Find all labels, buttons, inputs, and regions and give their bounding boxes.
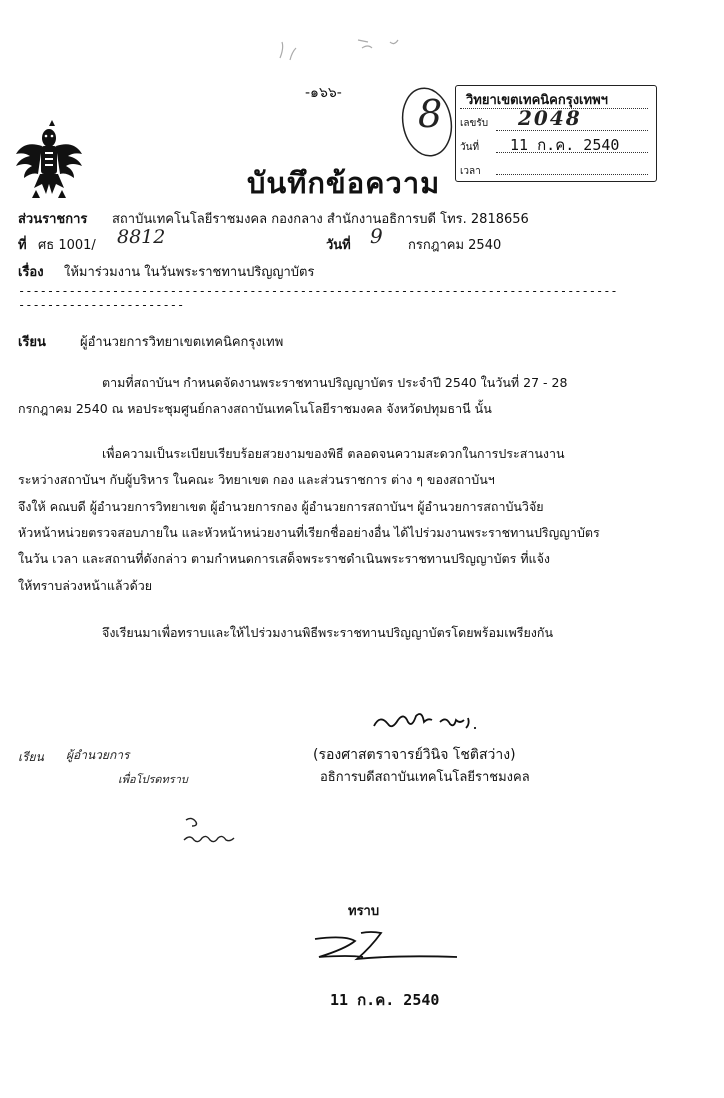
body-p2-line3: จึงให้ คณบดี ผู้อำนวยการวิทยาเขต ผู้อำนวยการกอง ผู้อำนวยการสถาบันฯ ผู้อำนวยการสถาบันวิจัย bbox=[18, 499, 544, 514]
stamp-receipt-no: 2048 bbox=[518, 106, 582, 130]
body-p2-line5: ในวัน เวลา และสถานที่ดังกล่าว ตามกำหนดการเสด็จพระราชดำเนินพระราชทานปริญญาบัตร ที่แจ้ง bbox=[18, 551, 551, 566]
signature bbox=[370, 708, 490, 738]
agency-text: สถาบันเทคโนโลยีราชมงคล กองกลาง สำนักงานอธิการบดี โทร. 2818656 bbox=[112, 212, 529, 227]
faint-marks bbox=[270, 28, 420, 78]
body-p1-line2: กรกฎาคม 2540 ณ หอประชุมศูนย์กลางสถาบันเทคโนโลยีราชมงคล จังหวัดปทุมธานี นั้น bbox=[18, 401, 492, 416]
body-p2-line1: เพื่อความเป็นระเบียบเรียบร้อยสวยงามของพิธี ตลอดจนความสะดวกในการประสานงาน bbox=[102, 446, 565, 461]
agency-label: ส่วนราชการ bbox=[18, 212, 88, 227]
body-p2-line2: ระหว่างสถาบันฯ กับผู้บริหาร ในคณะ วิทยาเขต กอง และส่วนราชการ ต่าง ๆ ของสถาบันฯ bbox=[18, 472, 495, 487]
body-p3: จึงเรียนมาเพื่อทราบและให้ไปร่วมงานพิธีพระราชทานปริญญาบัตรโดยพร้อมเพรียงกัน bbox=[102, 625, 554, 640]
ack-signature bbox=[305, 925, 465, 975]
page-number: -๑๖๖- bbox=[305, 85, 342, 101]
handwritten-circle-number: 8 bbox=[418, 92, 443, 136]
ref-text: ศธ 1001/ bbox=[38, 238, 96, 253]
note-initials bbox=[180, 812, 260, 852]
ack-date: 11 ก.ค. 2540 bbox=[330, 991, 440, 1009]
memo-title: บันทึกข้อความ bbox=[247, 166, 441, 200]
stamp-receipt-label: เลขรับ bbox=[460, 118, 489, 129]
ack-text: ทราบ bbox=[348, 904, 380, 919]
stamp-date-label: วันที่ bbox=[460, 142, 480, 153]
stamp-time-label: เวลา bbox=[460, 166, 481, 177]
date-day: 9 bbox=[370, 224, 383, 248]
ref-label: ที่ bbox=[18, 238, 27, 253]
body-p2-line4: หัวหน้าหน่วยตรวจสอบภายใน และหัวหน้าหน่วยงานที่เรียกชื่ออย่างอื่น ได้ไปร่วมงานพระราชทานปริญญาบัตร bbox=[18, 525, 600, 540]
garuda-emblem bbox=[14, 120, 84, 200]
signer-name: (รองศาสตราจารย์วินิจ โชติสว่าง) bbox=[313, 747, 516, 763]
note-label: เรียน bbox=[18, 750, 44, 764]
to-text: ผู้อำนวยการวิทยาเขตเทคนิคกรุงเทพ bbox=[80, 335, 284, 350]
ref-number: 8812 bbox=[117, 226, 166, 248]
date-rest: กรกฎาคม 2540 bbox=[408, 238, 502, 253]
body-p1-line1: ตามที่สถาบันฯ กำหนดจัดงานพระราชทานปริญญาบัตร ประจำปี 2540 ในวันที่ 27 - 28 bbox=[102, 375, 568, 390]
signer-position: อธิการบดีสถาบันเทคโนโลยีราชมงคล bbox=[320, 770, 530, 785]
receipt-stamp bbox=[455, 85, 657, 182]
separator-line: ---------------------------------------------------------------------------------------------------------- bbox=[18, 284, 618, 312]
note-line1: ผู้อำนวยการ bbox=[66, 748, 130, 762]
stamp-date: 11 ก.ค. 2540 bbox=[510, 136, 620, 154]
note-line2: เพื่อโปรดทราบ bbox=[118, 773, 188, 786]
subject-label: เรื่อง bbox=[18, 265, 44, 280]
date-label: วันที่ bbox=[326, 238, 351, 253]
to-label: เรียน bbox=[18, 335, 46, 350]
subject-text: ให้มาร่วมงาน ในวันพระราชทานปริญญาบัตร bbox=[64, 265, 315, 280]
body-p2-line6: ให้ทราบล่วงหน้าแล้วด้วย bbox=[18, 578, 153, 593]
stamp-org: วิทยาเขตเทคนิคกรุงเทพฯ bbox=[466, 93, 608, 108]
